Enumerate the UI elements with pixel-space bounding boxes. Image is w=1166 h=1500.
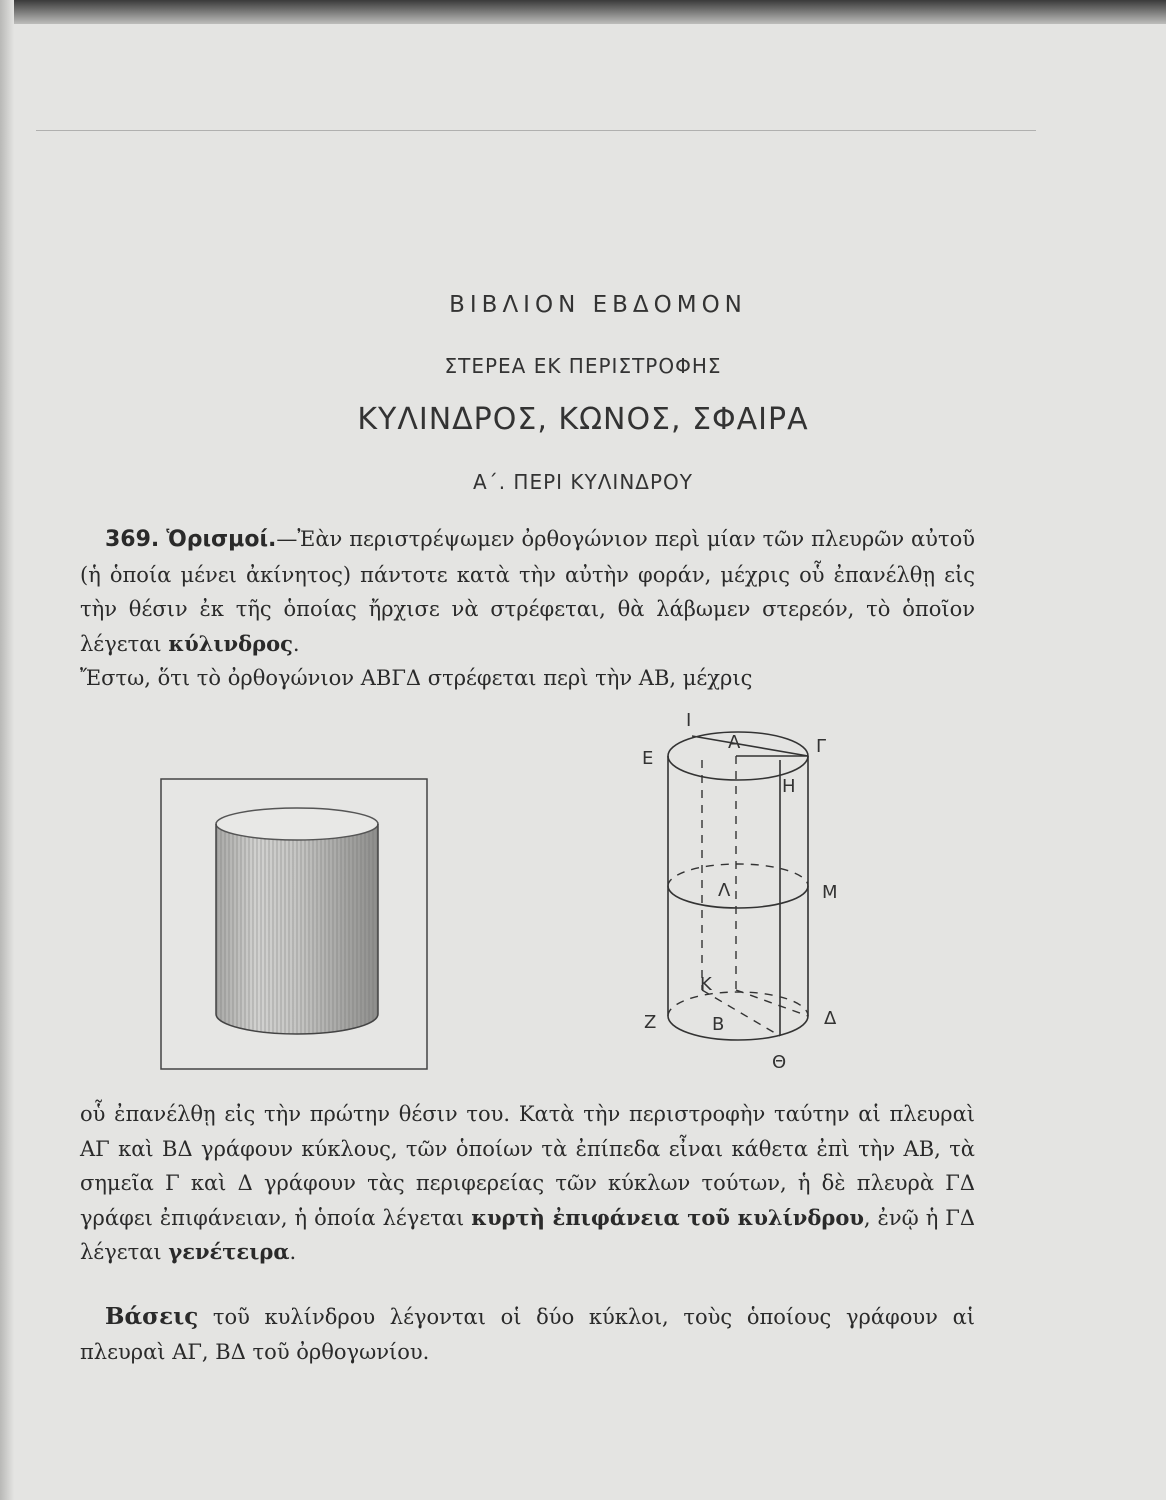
page-left-edge [0, 0, 14, 1500]
definition-end: . [292, 631, 300, 656]
label-l: Λ [718, 880, 731, 901]
definition-paragraph [80, 522, 975, 696]
term-convex-surface: κυρτὴ ἐπιφάνεια τοῦ κυλίνδρου [471, 1204, 864, 1230]
page-top-edge [0, 0, 1166, 24]
definition-text: Ἐὰν περιστρέψωμεν ὀρθογώνιον περὶ μίαν τῶν πλευρῶν αὐτοῦ (ἡ ὁποία μένει ἀκίνητος) πάντοτε κατὰ τὴν αὐτὴν φοράν, μέχρις οὗ ἐπανέλθῃ εἰς τὴν θέσιν ἐκ τῆς ὁποίας ἤρχισε νὰ στρέφεται, θὰ λάβωμεν στερεόν, τὸ ὁποῖον λέγεται [80, 527, 975, 656]
subtitle: ΣΤΕΡΕΑ ΕΚ ΠΕΡΙΣΤΡΟΦΗΣ [444, 354, 722, 378]
label-b: Β [712, 1014, 725, 1035]
label-m: Μ [822, 882, 838, 903]
label-d: Δ [824, 1008, 837, 1029]
cylinder-illustration [160, 778, 428, 1070]
example-line: Ἔστω, ὅτι τὸ ὀρθογώνιον ΑΒΓΔ στρέφεται περὶ τὴν ΑΒ, μέχρις [80, 666, 753, 690]
label-g: Γ [816, 736, 827, 757]
bases-paragraph [80, 1300, 975, 1369]
surface-text-b: , ἐνῷ ἡ ΓΔ λέγεται [80, 1205, 975, 1264]
surface-end: . [289, 1240, 297, 1264]
label-z: Ζ [644, 1012, 657, 1033]
definition-heading: Ὁρισμοί. [166, 527, 277, 552]
heading-dash: — [276, 527, 298, 551]
term-cylinder: κύλινδρος [168, 630, 293, 656]
label-a: Α [728, 732, 741, 753]
cylinder-diagram [630, 700, 870, 1085]
surface-paragraph [80, 1097, 975, 1270]
bases-text: τοῦ κυλίνδρου λέγονται οἱ δύο κύκλοι, τοὺς ὁποίους γράφουν αἱ πλευραὶ ΑΓ, ΒΔ τοῦ ὀρθογωνίου. [80, 1305, 975, 1364]
term-generatrix: γενέτειρα [168, 1239, 290, 1264]
label-i: Ι [686, 710, 692, 731]
section-number: 369. [105, 527, 160, 552]
label-k: Κ [700, 974, 712, 995]
main-heading: ΚΥΛΙΝΔΡΟΣ, ΚΩΝΟΣ, ΣΦΑΙΡΑ [357, 402, 809, 437]
bleed-through-header-rule [36, 130, 1036, 131]
label-th: Θ [772, 1052, 787, 1073]
book-title: ΒΙΒΛΙΟΝ ΕΒΔΟΜΟΝ [449, 292, 747, 318]
section-heading: Α΄. ΠΕΡΙ ΚΥΛΙΝΔΡΟΥ [473, 470, 693, 494]
label-h: Η [782, 776, 796, 797]
label-e: Ε [642, 748, 654, 769]
term-bases: Βάσεις [105, 1303, 199, 1330]
surface-text-a: οὗ ἐπανέλθῃ εἰς τὴν πρώτην θέσιν του. Κατὰ τὴν περιστροφὴν ταύτην αἱ πλευραὶ ΑΓ καὶ ΒΔ γράφουν κύκλους, τῶν ὁποίων τὰ ἐπίπεδα εἶναι κάθετα ἐπὶ τὴν ΑΒ, τὰ σημεῖα Γ καὶ Δ γράφουν τὰς περιφερείας τῶν κύκλων τούτων, ἡ δὲ πλευρὰ ΓΔ γράφει ἐπιφάνειαν, ἡ ὁποία λέγεται [80, 1102, 975, 1230]
